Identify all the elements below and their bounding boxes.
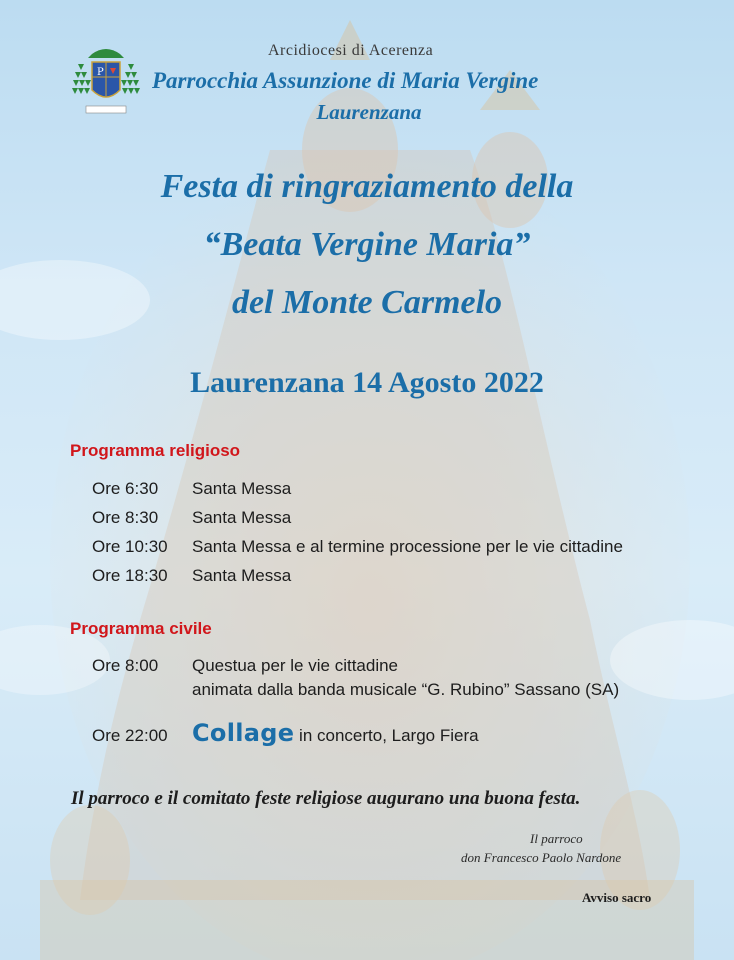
schedule-description: Santa Messa [192, 566, 292, 585]
schedule-description-continued: animata dalla banda musicale “G. Rubino” Sassano (SA) [192, 680, 620, 699]
schedule-row [92, 656, 398, 676]
event-title-line-1: Festa di ringraziamento della [160, 168, 574, 205]
signature-role: Il parroco [530, 831, 583, 846]
archdiocese-name: Arcidiocesi di Acerenza [268, 42, 434, 59]
schedule-description: Santa Messa [192, 479, 292, 498]
schedule-row [92, 479, 291, 499]
schedule-time: Ore 18:30 [92, 566, 168, 585]
schedule-description: Santa Messa e al termine processione per le vie cittadine [192, 537, 623, 556]
sacred-notice-label: Avviso sacro [582, 890, 652, 905]
schedule-row [92, 566, 291, 586]
event-title-line-2: “Beata Vergine Maria” [203, 226, 531, 263]
parish-name: Parrocchia Assunzione di Maria Vergine [152, 68, 539, 93]
schedule-time: Ore 6:30 [92, 479, 159, 498]
schedule-row [92, 537, 623, 557]
schedule-time: Ore 8:30 [92, 508, 159, 527]
schedule-row [92, 719, 479, 747]
town-name: Laurenzana [316, 100, 422, 124]
band-name: Collage [192, 719, 295, 747]
signature-name: don Francesco Paolo Nardone [461, 850, 622, 865]
schedule-description: Questua per le vie cittadine [192, 656, 399, 675]
religious-program-heading: Programma religioso [70, 441, 241, 460]
schedule-time: Ore 22:00 [92, 726, 168, 745]
schedule-time: Ore 8:00 [92, 656, 159, 675]
event-title-line-3: del Monte Carmelo [231, 284, 503, 321]
schedule-time: Ore 10:30 [92, 537, 168, 556]
schedule-description [192, 719, 479, 747]
greeting-message: Il parroco e il comitato feste religiose augurano una buona festa. [71, 788, 581, 809]
civil-program-heading: Programma civile [70, 619, 212, 638]
schedule-description: Santa Messa [192, 508, 292, 527]
schedule-row [92, 508, 291, 528]
concert-location: in concerto, Largo Fiera [294, 726, 479, 745]
event-date: Laurenzana 14 Agosto 2022 [190, 366, 544, 399]
svg-text:P: P [97, 67, 104, 78]
